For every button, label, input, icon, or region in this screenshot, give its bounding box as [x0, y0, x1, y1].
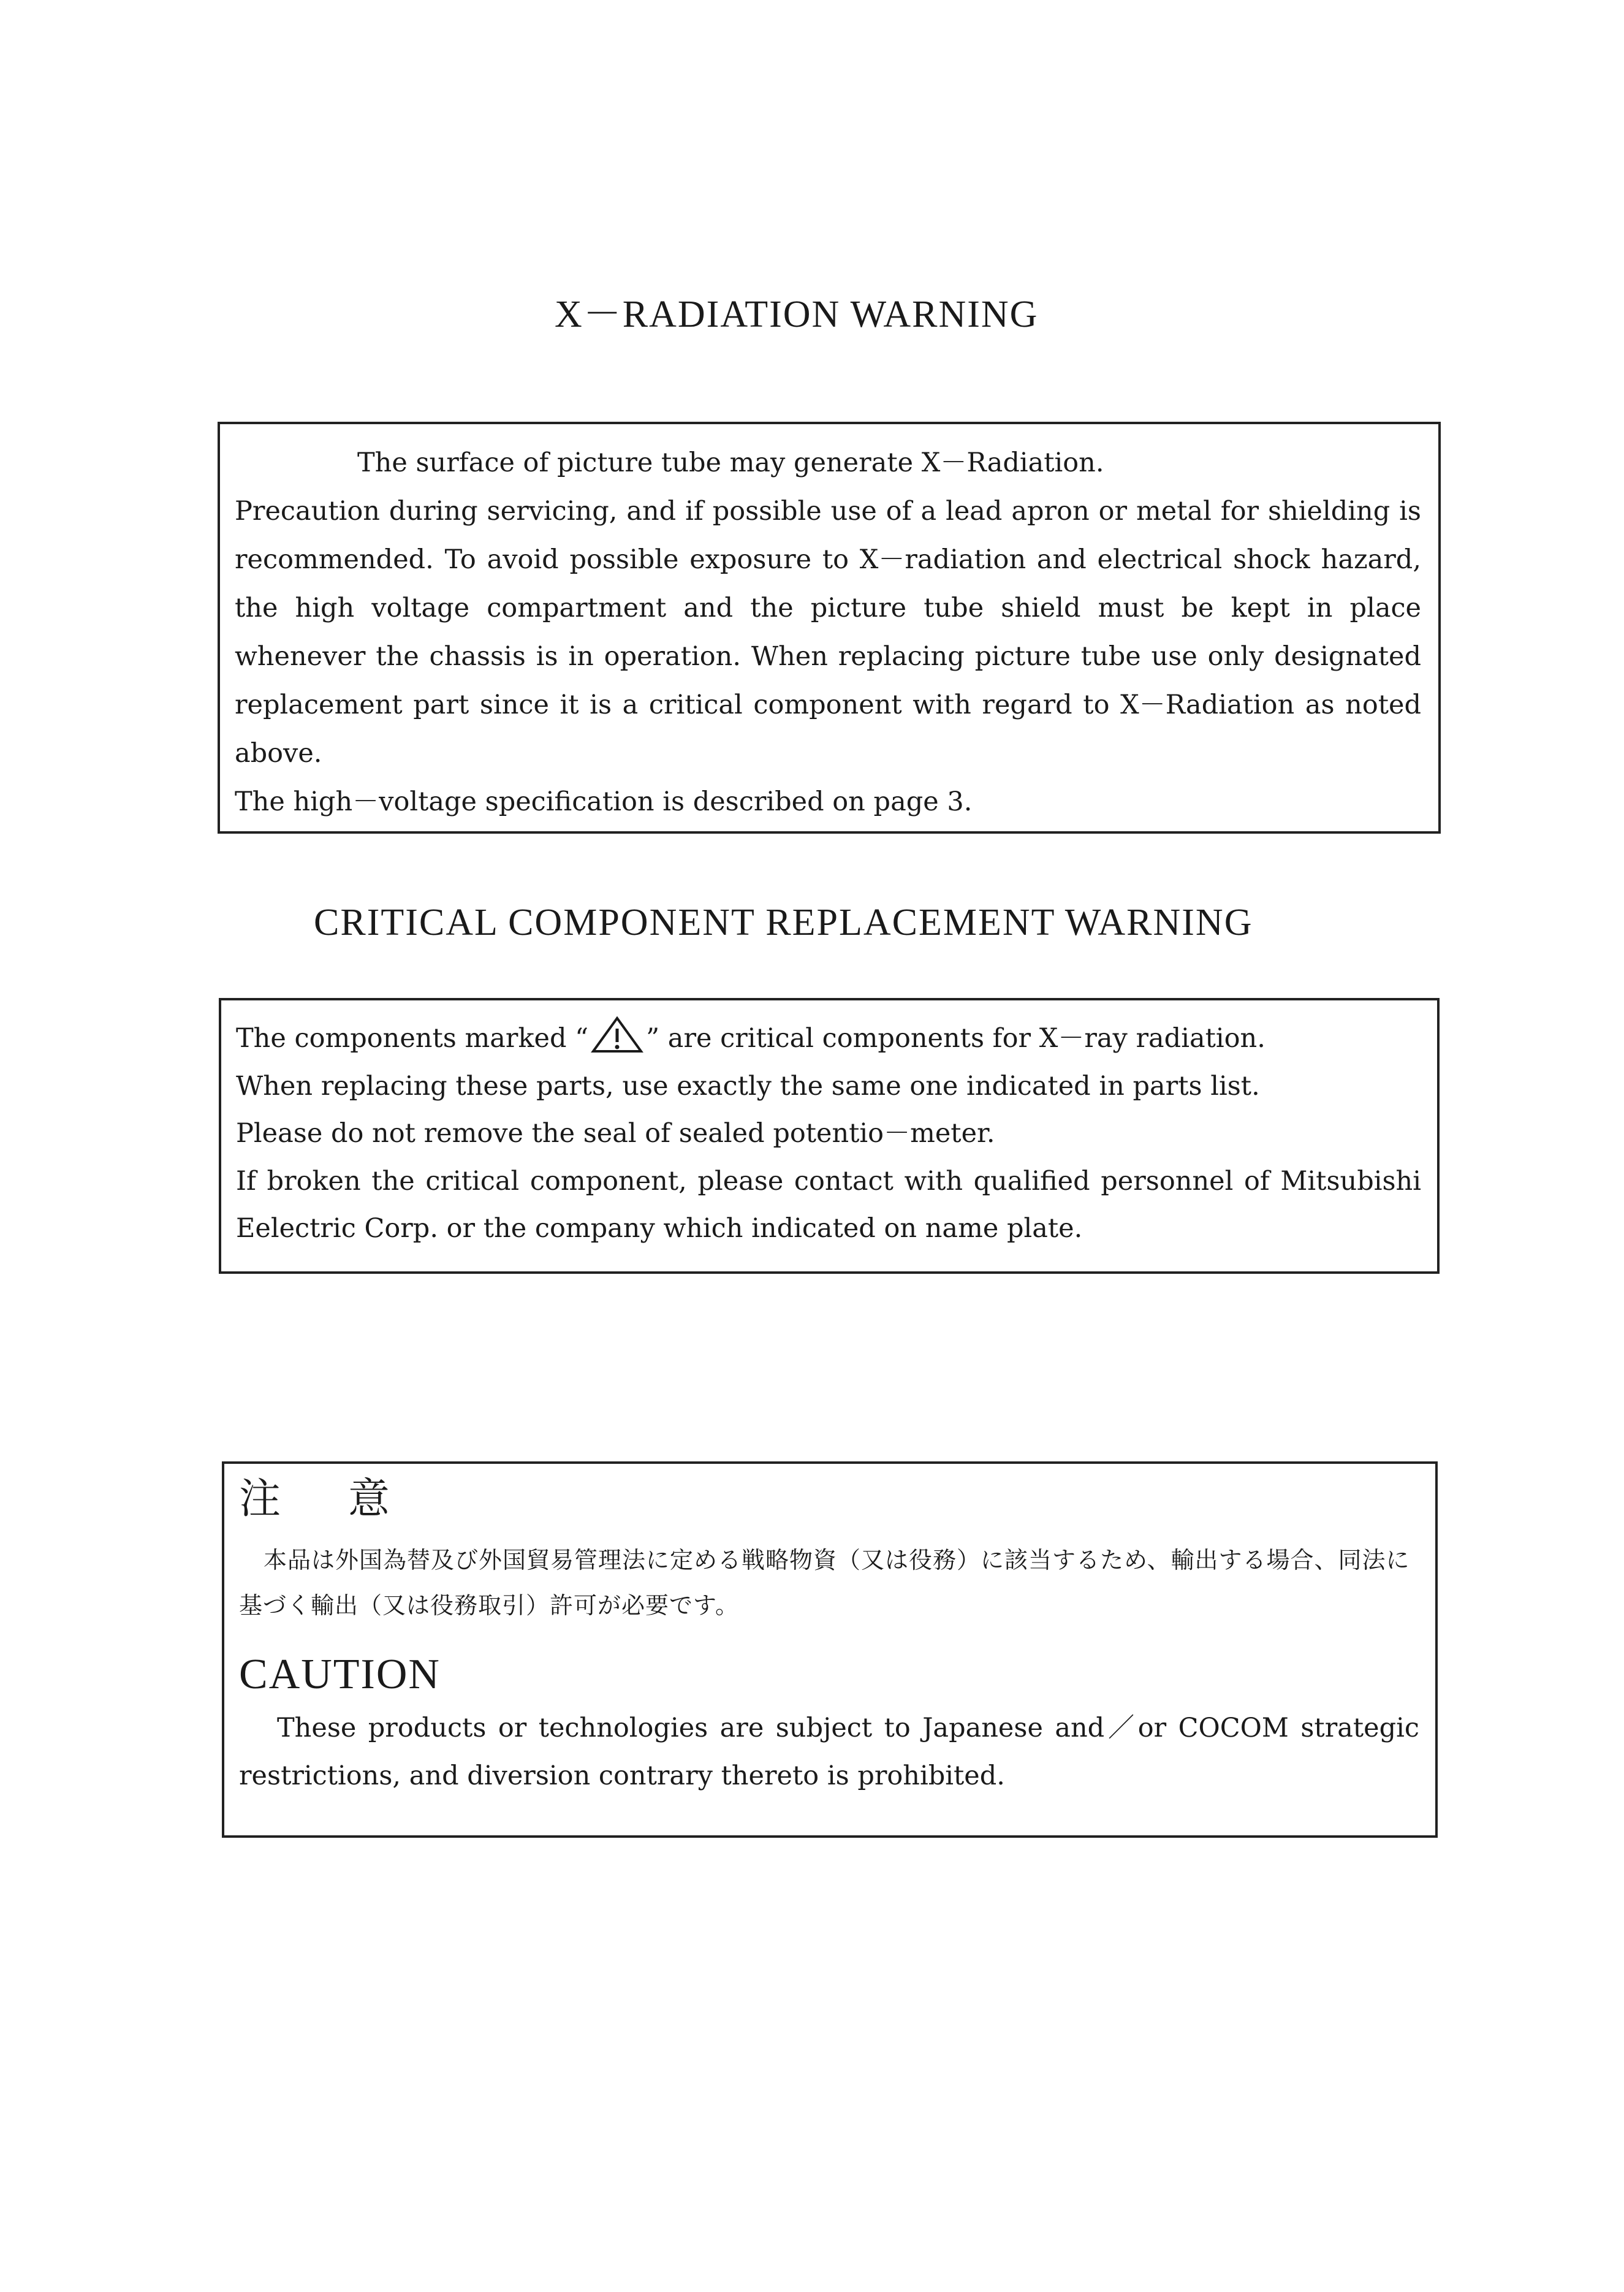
xray-warning-voltage-note: The high－voltage specification is described on page 3. — [235, 786, 973, 817]
critical-line-replace: When replacing these parts, use exactly the same one indicated in parts list. — [236, 1070, 1260, 1102]
caution-body: These products or technologies are subject to Japanese and／or COCOM strategic restrictions, and diversion contrary thereto is prohibited. — [239, 1713, 1419, 1791]
critical-line-seal: Please do not remove the seal of sealed potentio－meter. — [236, 1118, 995, 1149]
critical-marked-before: The components marked “ — [236, 1023, 589, 1054]
xray-warning-heading: X－RADIATION WARNING — [555, 294, 1039, 335]
critical-marked-line — [236, 1015, 1421, 1063]
xray-warning-intro: The surface of picture tube may generate X－Radiation. — [357, 447, 1104, 478]
critical-marked-after: ” are critical components for X－ray radiation. — [646, 1023, 1265, 1054]
critical-component-box — [219, 998, 1440, 1274]
xray-warning-precaution: Precaution during servicing, and if possible use of a lead apron or metal for shielding is recommended. To avoid possible exposure to X－radiation and electrical shock hazard, the high voltage compartment and the picture tube shield must be kept in place whenever the chassis is in operation. When replacing picture tube use only designated replacement part since it is a critical component with regard to X－Radiation as noted above. — [235, 496, 1421, 769]
caution-box — [222, 1461, 1438, 1838]
critical-component-heading: CRITICAL COMPONENT REPLACEMENT WARNING — [314, 902, 1253, 943]
critical-line-contact: If broken the critical component, please contact with qualified personnel of Mitsubishi Eelectric Corp. or the company which indicated on name plate. — [236, 1165, 1421, 1244]
xray-warning-box — [218, 422, 1441, 834]
caution-jp-body: 本品は外国為替及び外国貿易管理法に定める戦略物資（又は役務）に該当するため、輸出する場合、同法に基づく輸出（又は役務取引）許可が必要です。 — [239, 1547, 1410, 1619]
warning-triangle-icon — [591, 1016, 643, 1053]
caution-jp-title: 注意 — [239, 1475, 458, 1523]
caution-title: CAUTION — [239, 1651, 441, 1698]
